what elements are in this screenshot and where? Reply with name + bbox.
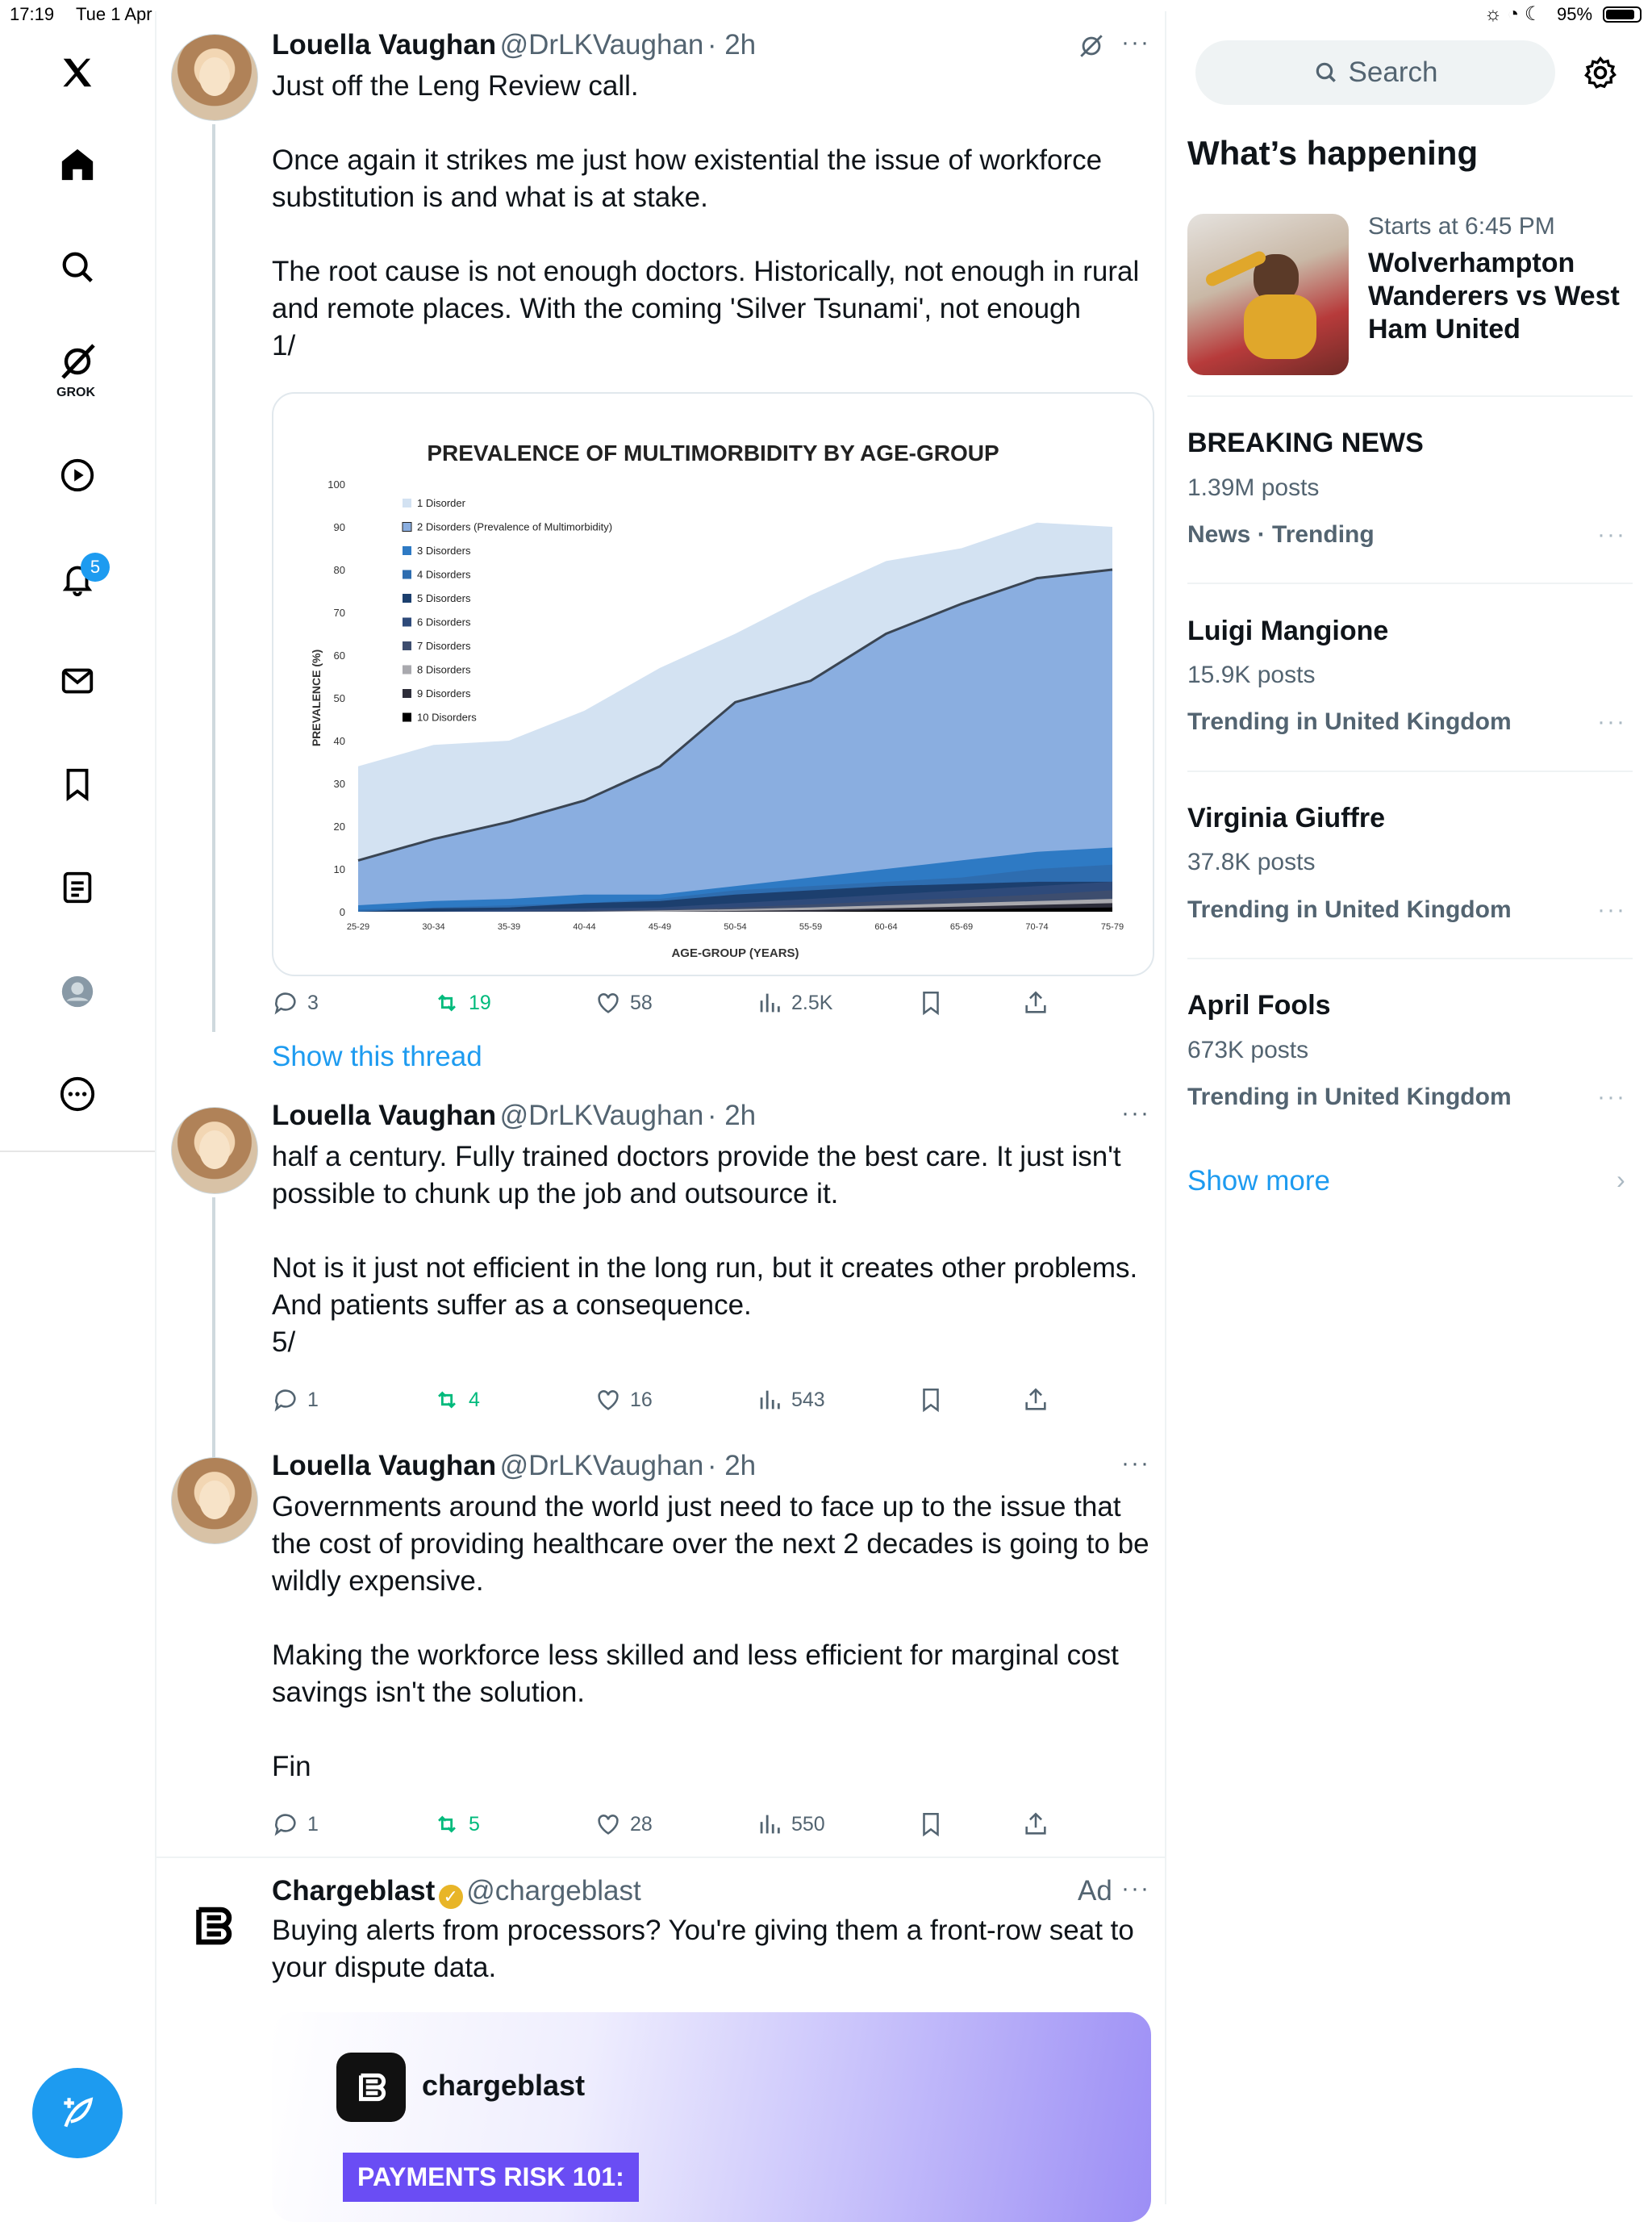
tweet-header xyxy=(272,1100,756,1132)
messages-icon[interactable] xyxy=(48,652,106,710)
x-tick-label: 55-59 xyxy=(799,922,823,932)
tweet-more-icon[interactable]: ··· xyxy=(1121,1100,1150,1126)
y-tick-label: 10 xyxy=(333,863,345,875)
tweet-more-icon[interactable]: ··· xyxy=(1121,1450,1150,1476)
tweet-more-icon[interactable]: ··· xyxy=(1121,1875,1150,1902)
legend-swatch xyxy=(403,689,411,698)
ad-text: Buying alerts from processors? You're giving them a front-row seat to your dispute data. xyxy=(272,1915,1142,1983)
trend-category: News · Trending xyxy=(1187,521,1375,548)
author-name[interactable]: Louella Vaughan xyxy=(272,29,497,61)
y-tick-label: 20 xyxy=(333,821,345,833)
retweet-count: 19 xyxy=(469,991,491,1014)
x-logo-icon[interactable] xyxy=(48,44,106,102)
trend-category: Trending in United Kingdom xyxy=(1187,1084,1512,1110)
x-tick-label: 45-49 xyxy=(648,922,672,932)
views-button[interactable] xyxy=(756,983,832,1023)
show-more-link[interactable]: Show more xyxy=(1187,1165,1331,1197)
like-count: 16 xyxy=(630,1388,653,1411)
legend-label: 9 Disorders xyxy=(417,687,471,700)
reply-count: 3 xyxy=(307,991,319,1014)
tweet-header xyxy=(272,29,756,61)
tweet-text: Just off the Leng Review call. Once again it strikes me just how existential the issue of workforce substitution is and what is at stake. The root cause is not enough doctors. Historically, not enough in rural and remote places. With the coming 'Silver Tsunami', not enough 1/ xyxy=(272,70,1140,361)
share-button[interactable] xyxy=(1022,983,1049,1023)
ad-media[interactable] xyxy=(272,2012,1151,2222)
tweet-header xyxy=(272,1450,756,1482)
legend-label: 7 Disorders xyxy=(417,640,471,652)
tweet-text: half a century. Fully trained doctors provide the best care. It just isn't possible to chunk up the job and outsource it. Not is it just not efficient in the long run, but it creates other problems. And patients suffer as a consequence. 5/ xyxy=(272,1141,1138,1358)
like-count: 28 xyxy=(630,1812,653,1836)
trend-category: Trending in United Kingdom xyxy=(1187,896,1512,923)
y-tick-label: 80 xyxy=(333,564,345,576)
chevron-right-icon: › xyxy=(1617,1165,1625,1194)
author-handle[interactable]: @DrLKVaughan xyxy=(499,29,704,61)
y-tick-label: 30 xyxy=(333,778,345,790)
y-axis-label: PREVALENCE (%) xyxy=(310,649,323,747)
y-tick-label: 0 xyxy=(339,906,345,918)
event-time: Starts at 6:45 PM xyxy=(1368,213,1555,240)
show-thread-link[interactable]: Show this thread xyxy=(272,1041,482,1072)
chart-image[interactable] xyxy=(272,392,1154,976)
view-count: 550 xyxy=(791,1812,825,1836)
reply-count: 1 xyxy=(307,1812,319,1836)
tweet-time: · 2h xyxy=(707,1100,757,1131)
legend-label: 8 Disorders xyxy=(417,663,471,676)
chargeblast-logo-icon[interactable] xyxy=(189,1902,237,1950)
reply-button[interactable] xyxy=(272,1804,319,1844)
divider xyxy=(1187,583,1633,584)
author-name[interactable]: Louella Vaughan xyxy=(272,1450,497,1481)
x-tick-label: 40-44 xyxy=(573,922,596,932)
views-button[interactable] xyxy=(756,1804,825,1844)
grok-label: GROK xyxy=(56,386,95,399)
legend-label: 10 Disorders xyxy=(417,711,477,724)
lists-icon[interactable] xyxy=(48,858,106,917)
advertiser-handle[interactable]: @chargeblast xyxy=(466,1875,641,1907)
divider xyxy=(1187,958,1633,959)
divider xyxy=(156,1857,1165,1858)
trend-name[interactable]: Virginia Giuffre xyxy=(1187,803,1385,833)
ad-banner: PAYMENTS RISK 101: xyxy=(343,2153,639,2202)
legend-label: 2 Disorders (Prevalence of Multimorbidity) xyxy=(417,520,613,533)
reply-button[interactable] xyxy=(272,1380,319,1420)
retweet-count: 5 xyxy=(469,1812,480,1836)
trend-name[interactable]: April Fools xyxy=(1187,990,1331,1021)
status-icons: ☼ ◔ ☾ xyxy=(1484,3,1542,25)
home-icon[interactable] xyxy=(48,136,106,194)
like-button[interactable] xyxy=(594,1804,653,1844)
chargeblast-app-icon xyxy=(336,2053,406,2122)
author-handle[interactable]: @DrLKVaughan xyxy=(499,1100,704,1131)
views-button[interactable] xyxy=(756,1380,825,1420)
legend-swatch xyxy=(403,666,411,675)
whats-happening-title: What’s happening xyxy=(1187,134,1479,172)
x-tick-label: 25-29 xyxy=(346,922,370,932)
status-time: 17:19 xyxy=(10,4,55,24)
view-count: 2.5K xyxy=(791,991,833,1014)
avatar[interactable] xyxy=(171,1457,258,1544)
legend-swatch xyxy=(403,499,411,507)
advertiser-name[interactable]: Chargeblast xyxy=(272,1875,436,1907)
legend-label: 3 Disorders xyxy=(417,545,471,557)
event-image[interactable] xyxy=(1187,214,1349,375)
y-tick-label: 70 xyxy=(333,607,345,619)
like-count: 58 xyxy=(630,991,653,1014)
x-tick-label: 60-64 xyxy=(874,922,898,932)
bookmark-button[interactable] xyxy=(917,983,945,1023)
legend-swatch xyxy=(403,641,411,650)
search-placeholder: Search xyxy=(1348,56,1438,88)
battery-icon xyxy=(1603,6,1642,23)
profile-icon[interactable] xyxy=(48,963,106,1021)
grok-explain-icon[interactable] xyxy=(1078,32,1105,64)
trend-more-icon[interactable]: ··· xyxy=(1597,1084,1626,1110)
x-axis-label: AGE-GROUP (YEARS) xyxy=(671,946,799,960)
y-tick-label: 60 xyxy=(333,649,345,662)
like-button[interactable] xyxy=(594,983,653,1023)
x-tick-label: 50-54 xyxy=(724,922,747,932)
grok-icon[interactable] xyxy=(48,332,106,391)
ad-brand: chargeblast xyxy=(422,2069,586,2102)
left-nav xyxy=(0,0,155,1152)
thread-line xyxy=(212,1197,215,1460)
retweet-button[interactable] xyxy=(433,1380,480,1420)
timeline xyxy=(155,11,1166,2204)
chart-title: PREVALENCE OF MULTIMORBIDITY BY AGE-GROUP xyxy=(427,441,999,466)
share-button[interactable] xyxy=(1022,1380,1049,1420)
y-tick-label: 90 xyxy=(333,521,345,533)
tweet-actions xyxy=(272,1380,1078,1420)
ad-label: Ad xyxy=(1078,1875,1112,1907)
share-button[interactable] xyxy=(1022,1804,1049,1844)
legend-swatch xyxy=(403,594,411,603)
trend-posts: 673K posts xyxy=(1187,1037,1309,1063)
retweet-count: 4 xyxy=(469,1388,480,1411)
reply-count: 1 xyxy=(307,1388,319,1411)
settings-gear-icon[interactable] xyxy=(1583,55,1618,94)
compose-post-button[interactable] xyxy=(32,2068,123,2158)
tweet-actions xyxy=(272,983,1078,1023)
legend-swatch xyxy=(403,523,411,532)
multimorbidity-chart xyxy=(273,394,1153,975)
notification-badge: 5 xyxy=(81,553,110,582)
y-tick-label: 100 xyxy=(327,478,345,491)
tweet-actions xyxy=(272,1804,1078,1844)
more-icon[interactable] xyxy=(48,1065,106,1123)
author-name[interactable]: Louella Vaughan xyxy=(272,1100,497,1131)
legend-label: 1 Disorder xyxy=(417,497,465,509)
y-tick-label: 50 xyxy=(333,692,345,704)
legend-label: 6 Disorders xyxy=(417,616,471,629)
video-icon[interactable] xyxy=(48,446,106,504)
trend-name[interactable]: BREAKING NEWS xyxy=(1187,428,1424,458)
battery-percent: 95% xyxy=(1557,4,1593,24)
tweet-text: Governments around the world just need to face up to the issue that the cost of providing healthcare over the next 2 decades is going to be wildly expensive. Making the workforce less skilled and less efficient for marginal cost savings isn't the solution. Fin xyxy=(272,1491,1149,1782)
divider xyxy=(1187,395,1633,397)
trend-posts: 37.8K posts xyxy=(1187,849,1316,875)
trend-category: Trending in United Kingdom xyxy=(1187,708,1512,735)
x-tick-label: 75-79 xyxy=(1100,922,1124,932)
y-tick-label: 40 xyxy=(333,735,345,747)
tweet-more-icon[interactable]: ··· xyxy=(1121,29,1150,56)
like-button[interactable] xyxy=(594,1380,653,1420)
event-title[interactable]: Wolverhampton Wanderers vs West Ham United xyxy=(1368,248,1620,345)
x-tick-label: 30-34 xyxy=(422,922,445,932)
tweet-time: · 2h xyxy=(707,1450,757,1481)
divider xyxy=(1187,771,1633,772)
trend-name[interactable]: Luigi Mangione xyxy=(1187,616,1389,646)
trend-more-icon[interactable]: ··· xyxy=(1597,896,1626,923)
search-input[interactable] xyxy=(1195,40,1555,105)
retweet-button[interactable] xyxy=(433,983,491,1023)
trend-posts: 15.9K posts xyxy=(1187,662,1316,688)
bookmarks-icon[interactable] xyxy=(48,755,106,813)
tweet-time: · 2h xyxy=(707,29,757,61)
retweet-button[interactable] xyxy=(433,1804,480,1844)
reply-button[interactable] xyxy=(272,983,319,1023)
author-handle[interactable]: @DrLKVaughan xyxy=(499,1450,704,1481)
legend-swatch xyxy=(403,618,411,627)
status-date: Tue 1 Apr xyxy=(76,4,152,24)
trend-more-icon[interactable]: ··· xyxy=(1597,708,1626,735)
legend-swatch xyxy=(403,546,411,555)
bookmark-button[interactable] xyxy=(917,1804,945,1844)
bookmark-button[interactable] xyxy=(917,1380,945,1420)
trend-posts: 1.39M posts xyxy=(1187,474,1320,501)
avatar[interactable] xyxy=(171,34,258,121)
search-icon xyxy=(1313,60,1339,86)
verified-badge-icon: ✓ xyxy=(439,1885,463,1909)
legend-label: 4 Disorders xyxy=(417,568,471,581)
legend-swatch xyxy=(403,570,411,579)
x-tick-label: 65-69 xyxy=(949,922,974,932)
x-tick-label: 35-39 xyxy=(497,922,521,932)
ad-header xyxy=(272,1875,641,1909)
avatar[interactable] xyxy=(171,1107,258,1194)
legend-swatch xyxy=(403,713,411,722)
trend-more-icon[interactable]: ··· xyxy=(1597,521,1626,548)
thread-line xyxy=(212,124,215,1032)
legend-label: 5 Disorders xyxy=(417,592,471,604)
x-tick-label: 70-74 xyxy=(1025,922,1049,932)
view-count: 543 xyxy=(791,1388,825,1411)
search-icon[interactable] xyxy=(48,238,106,296)
